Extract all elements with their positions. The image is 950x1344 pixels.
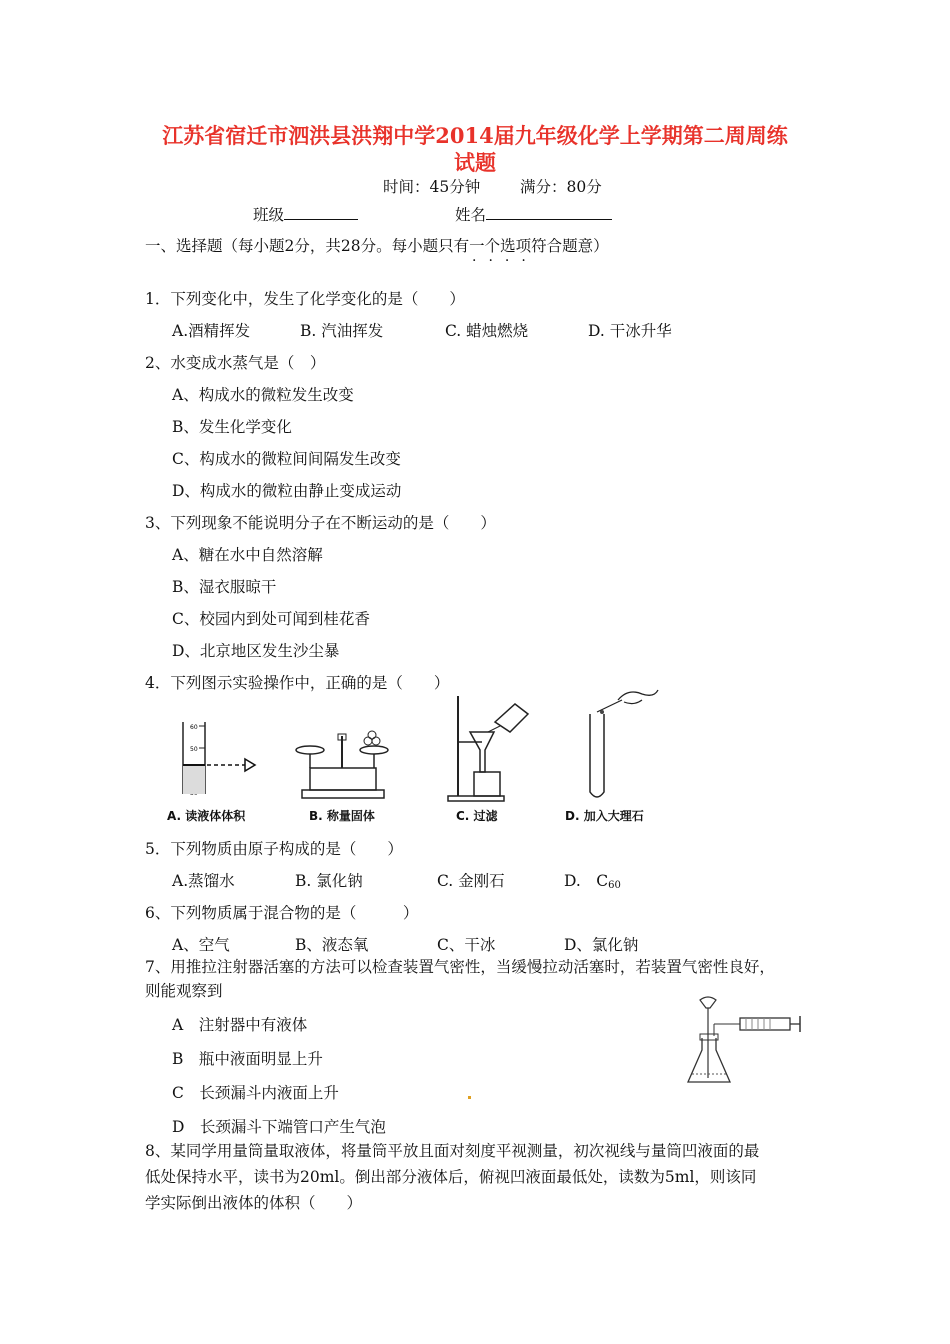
q3-option-d: D、北京地区发生沙尘暴: [172, 642, 340, 660]
q6-stem: 6、下列物质属于混合物的是（ ）: [145, 904, 419, 922]
stray-mark: [468, 1096, 471, 1099]
q8-stem-line3: 学实际倒出液体的体积（ ）: [145, 1194, 363, 1212]
q7-option-d: D 长颈漏斗下端管口产生气泡: [172, 1118, 386, 1136]
figure-d-caption: D. 加入大理石: [565, 809, 644, 823]
q2-option-b: B、发生化学变化: [172, 418, 292, 436]
doc-title-line2: 试题: [454, 150, 496, 175]
q6-option-c: C、干冰: [437, 936, 496, 954]
figure-q7-apparatus: [680, 996, 805, 1088]
q5-option-d-label: D. C: [564, 872, 609, 890]
q6-option-b: B、液态氧: [295, 936, 369, 954]
q1-option-c: C. 蜡烛燃烧: [445, 322, 529, 340]
q7-option-a: A 注射器中有液体: [172, 1016, 308, 1034]
q7-option-c: C 长颈漏斗内液面上升: [172, 1084, 339, 1102]
q4-stem: 4．下列图示实验操作中，正确的是（ ）: [145, 674, 450, 692]
q5-option-d-subscript: 60: [608, 880, 621, 891]
q1-option-d: D. 干冰升华: [588, 322, 672, 340]
exam-score: 满分：80分: [520, 178, 602, 196]
q5-option-b: B. 氯化钠: [295, 872, 363, 890]
q2-option-d: D、构成水的微粒由静止变成运动: [172, 482, 402, 500]
name-field: [455, 203, 612, 225]
q8-stem-line1: 8、某同学用量筒量取液体，将量筒平放且面对刻度平视测量，初次视线与量筒凹液面的最: [145, 1142, 760, 1160]
section-heading: 一、选择题（每小题2分，共28分。每小题只有一个选项符合题意）: [145, 237, 609, 255]
q7-stem-line1: 7、用推拉注射器活塞的方法可以检查装置气密性，当缓慢拉动活塞时，若装置气密性良好，: [145, 958, 775, 976]
q5-option-d: [564, 871, 621, 896]
figure-d-test-tube: [572, 684, 662, 804]
figure-c-filtration: [440, 692, 540, 804]
q5-option-c: C. 金刚石: [437, 872, 505, 890]
figure-a-caption: A. 读液体体积: [167, 809, 246, 823]
q2-option-c: C、构成水的微粒间间隔发生改变: [172, 450, 401, 468]
q1-option-b: B. 汽油挥发: [300, 322, 384, 340]
doc-title-line1: 江苏省宿迁市泗洪县洪翔中学2014届九年级化学上学期第二周周练: [162, 123, 788, 148]
exam-time: 时间：45分钟: [383, 178, 481, 196]
class-blank: [284, 203, 358, 220]
q2-stem: 2、水变成水蒸气是（ ）: [145, 354, 326, 372]
q8-stem-line2: 低处保持水平，读书为20ml。倒出部分液体后，俯视凹液面最低处，读数为5ml，则该同: [145, 1168, 757, 1186]
figure-a-cylinder: [165, 718, 265, 803]
q6-option-d: D、氯化钠: [564, 936, 639, 954]
q5-stem: 5．下列物质由原子构成的是（ ）: [145, 840, 403, 858]
q3-option-b: B、湿衣服晾干: [172, 578, 277, 596]
q3-option-c: C、校园内到处可闻到桂花香: [172, 610, 370, 628]
tick-50: 50: [190, 746, 198, 753]
class-label: 班级: [253, 206, 285, 224]
figure-b-caption: B. 称量固体: [309, 809, 375, 823]
q7-option-b: B 瓶中液面明显上升: [172, 1050, 323, 1068]
figure-b-balance: [292, 728, 392, 803]
class-field: [253, 203, 358, 225]
q1-option-a: A.酒精挥发: [172, 322, 251, 340]
q3-option-a: A、糖在水中自然溶解: [172, 546, 323, 564]
tick-60: 60: [190, 724, 198, 731]
emphasis-dots: ····: [472, 253, 538, 269]
q2-option-a: A、构成水的微粒发生改变: [172, 386, 354, 404]
q3-stem: 3、下列现象不能说明分子在不断运动的是（ ）: [145, 514, 496, 532]
figure-c-caption: C. 过滤: [456, 809, 498, 823]
q1-stem: 1．下列变化中，发生了化学变化的是（ ）: [145, 290, 465, 308]
q7-stem-line2: 则能观察到: [145, 982, 223, 1000]
name-label: 姓名: [455, 206, 487, 224]
q5-option-a: A.蒸馏水: [172, 872, 235, 890]
q6-option-a: A、空气: [172, 936, 230, 954]
name-blank: [486, 203, 612, 220]
